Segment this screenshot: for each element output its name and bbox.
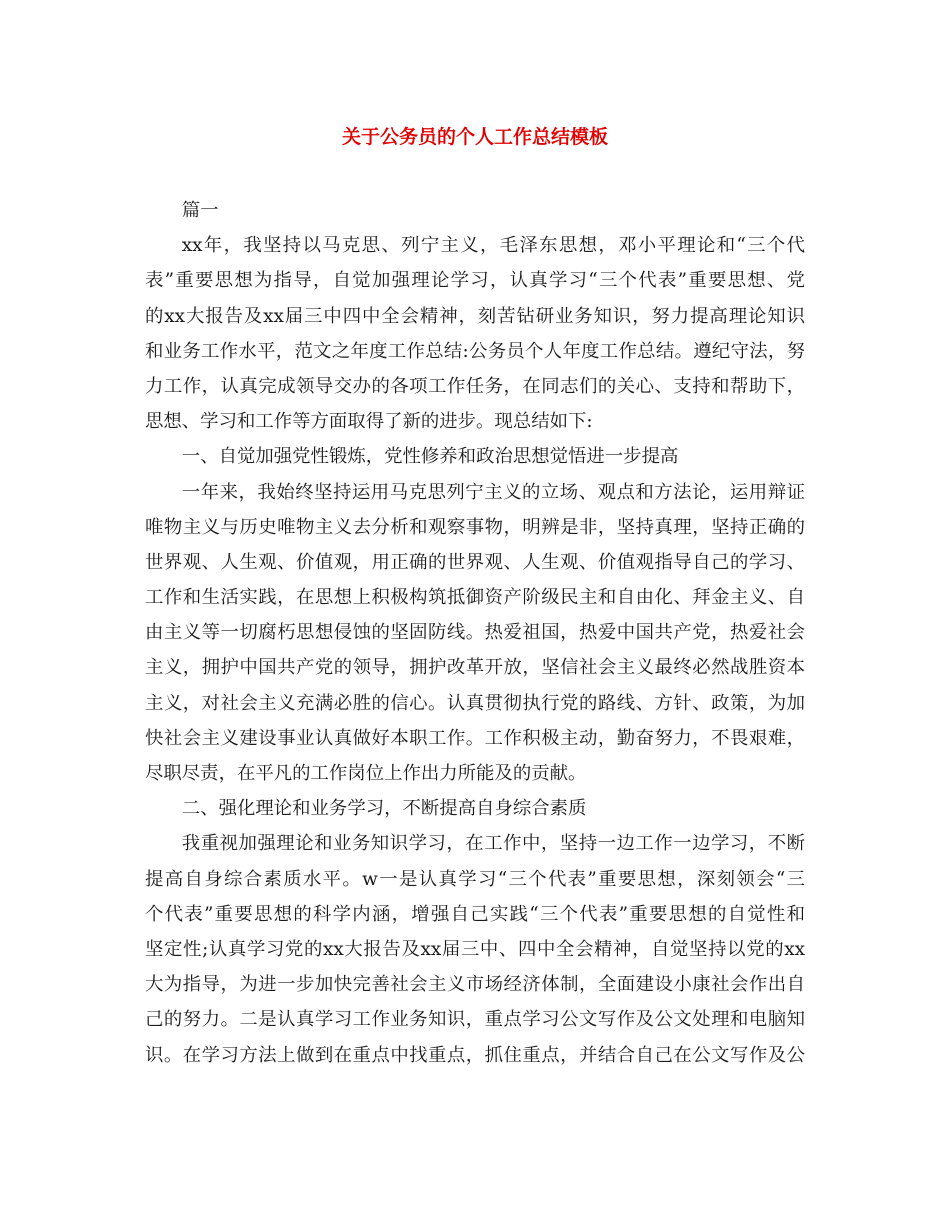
section-heading: 篇一 [181,200,219,221]
paragraph-line: 的xx大报告及xx届三中四中全会精神，刻苦钻研业务知识，努力提高理论知识 [145,305,805,327]
paragraph-line: 和业务工作水平，范文之年度工作总结:公务员个人年度工作总结。遵纪守法，努 [145,340,805,362]
paragraph-line: 坚定性;认真学习党的xx大报告及xx届三中、四中全会精神，自觉坚持以党的xx [145,938,805,960]
paragraph-line: 世界观、人生观、价值观，用正确的世界观、人生观、价值观指导自己的学习、 [145,551,805,573]
paragraph-line: 由主义等一切腐朽思想侵蚀的坚固防线。热爱祖国，热爱中国共产党，热爱社会 [145,622,805,644]
paragraph-line: 识。在学习方法上做到在重点中找重点，抓住重点，并结合自己在公文写作及公 [145,1044,805,1066]
paragraph-line: 快社会主义建设事业认真做好本职工作。工作积极主动，勤奋努力，不畏艰难， [145,727,805,749]
paragraph-line: 尽职尽责，在平凡的工作岗位上作出力所能及的贡献。 [145,763,587,784]
paragraph-line: 力工作，认真完成领导交办的各项工作任务，在同志们的关心、支持和帮助下， [145,375,805,397]
paragraph-line: 一年来，我始终坚持运用马克思列宁主义的立场、观点和方法论，运用辩证 [181,481,805,503]
paragraph-line: xx年，我坚持以马克思、列宁主义，毛泽东思想，邓小平理论和“三个代 [181,235,805,257]
paragraph-line: 我重视加强理论和业务知识学习，在工作中，坚持一边工作一边学习，不断 [181,833,805,855]
document-body [145,193,805,1073]
paragraph-line: 主义，对社会主义充满必胜的信心。认真贯彻执行党的路线、方针、政策，为加 [145,692,805,714]
paragraph-line: 大为指导，为进一步加快完善社会主义市场经济体制，全面建设小康社会作出自 [145,974,805,996]
paragraph-line: 表”重要思想为指导，自觉加强理论学习，认真学习“三个代表”重要思想、党 [145,270,805,292]
paragraph-line: 唯物主义与历史唯物主义去分析和观察事物，明辨是非，坚持真理，坚持正确的 [145,516,805,538]
section-heading: 一、自觉加强党性锻炼，党性修养和政治思想觉悟进一步提高 [181,446,679,468]
paragraph-line: 个代表”重要思想的科学内涵，增强自己实践“三个代表”重要思想的自觉性和 [145,903,805,925]
paragraph-line: 思想、学习和工作等方面取得了新的进步。现总结如下: [145,411,593,433]
paragraph-line: 提高自身综合素质水平。w一是认真学习“三个代表”重要思想，深刻领会“三 [145,868,805,890]
paragraph-line: 工作和生活实践，在思想上积极构筑抵御资产阶级民主和自由化、拜金主义、自 [145,587,805,609]
document-title: 关于公务员的个人工作总结模板 [341,126,608,148]
section-heading: 二、强化理论和业务学习，不断提高自身综合素质 [181,798,587,820]
paragraph-line: 主义，拥护中国共产党的领导，拥护改革开放，坚信社会主义最终必然战胜资本 [145,657,805,679]
paragraph-line: 己的努力。二是认真学习工作业务知识，重点学习公文写作及公文处理和电脑知 [145,1009,805,1031]
